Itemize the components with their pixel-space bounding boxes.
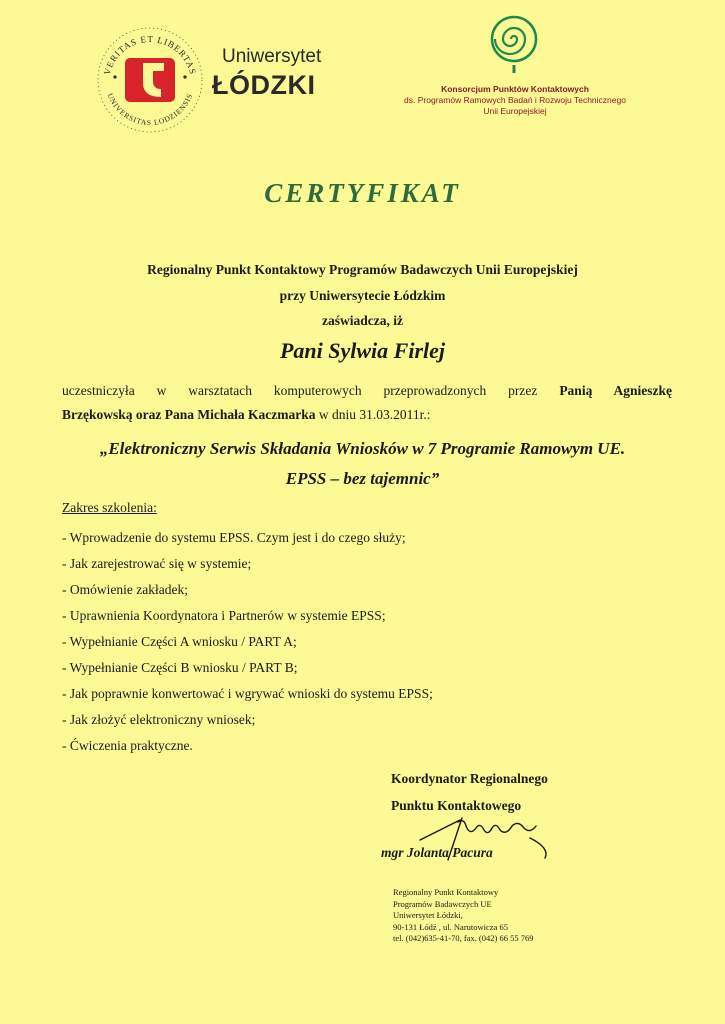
- svg-text:UNIVERSITAS LODZIENSIS: UNIVERSITAS LODZIENSIS: [105, 91, 195, 128]
- scope-list: [62, 525, 433, 759]
- consortium-line1: Konsorcjum Punktów Kontaktowych: [441, 84, 589, 94]
- university-name-line2: ŁÓDZKI: [212, 70, 316, 100]
- stamp-line2: Programów Badawczych UE: [393, 898, 492, 909]
- participation-line2: [62, 407, 672, 423]
- scope-item: - Wypełnianie Części A wniosku / PART A;: [62, 634, 297, 649]
- consortium-spiral-logo: [490, 15, 538, 75]
- recipient-name: Pani Sylwia Firlej: [279, 338, 446, 363]
- office-stamp: [393, 887, 533, 945]
- consortium-name: [380, 84, 650, 117]
- trainer-name: Panią Agnieszkę: [559, 383, 672, 398]
- stamp-line1: Regionalny Punkt Kontaktowy: [393, 887, 499, 897]
- university-seal-logo: [95, 25, 205, 135]
- scope-label: Zakres szkolenia:: [62, 500, 157, 515]
- consortium-line2: ds. Programów Ramowych Badań i Rozwoju Technicznego: [404, 95, 626, 105]
- workshop-title-line2: EPSS – bez tajemnic”: [285, 469, 440, 488]
- coordinator-title-line1: Koordynator Regionalnego: [391, 771, 548, 786]
- scope-item: - Omówienie zakładek;: [62, 582, 188, 597]
- scope-item: - Jak zarejestrować się w systemie;: [62, 556, 252, 571]
- participation-text: uczestniczyła w warsztatach komputerowych przeprowadzonych przez: [62, 383, 560, 398]
- participation-line1: [62, 383, 672, 399]
- issuer-line1: Regionalny Punkt Kontaktowy Programów Badawczych Unii Europejskiej: [147, 262, 578, 277]
- university-name-line1: Uniwersytet: [222, 46, 322, 67]
- scope-item: - Wprowadzenie do systemu EPSS. Czym jest i do czego służy;: [62, 530, 406, 545]
- issuer-line2: przy Uniwersytecie Łódzkim: [279, 288, 446, 303]
- stamp-line4: 90-131 Łódź , ul. Narutowicza 65: [393, 921, 508, 932]
- trainer-names: Brzękowską oraz Pana Michała Kaczmarka: [62, 407, 316, 422]
- issuer-line3: zaświadcza, iż: [322, 313, 403, 328]
- svg-text:VERITAS ET LIBERTAS: VERITAS ET LIBERTAS: [101, 33, 199, 76]
- scope-item: - Wypełnianie Części B wniosku / PART B;: [62, 660, 298, 675]
- stamp-line5: tel. (042)635-41-70, fax. (042) 66 55 769: [393, 933, 534, 943]
- coordinator-title-line2: Punktu Kontaktowego: [391, 798, 522, 813]
- workshop-date: w dniu 31.03.2011r.:: [315, 407, 431, 422]
- certificate-title: CERTYFIKAT: [264, 178, 461, 208]
- consortium-line3: Unii Europejskiej: [483, 106, 547, 116]
- stamp-line3: Uniwersytet Łódzki,: [393, 910, 463, 920]
- scope-item: - Jak złożyć elektroniczny wniosek;: [62, 712, 256, 727]
- scope-item: - Ćwiczenia praktyczne.: [62, 738, 193, 753]
- coordinator-name: mgr Jolanta Pacura: [381, 845, 493, 860]
- workshop-title-line1: „Elektroniczny Serwis Składania Wniosków w 7 Programie Ramowym UE.: [99, 439, 626, 458]
- scope-item: - Uprawnienia Koordynatora i Partnerów w systemie EPSS;: [62, 608, 386, 623]
- scope-item: - Jak poprawnie konwertować i wgrywać wnioski do systemu EPSS;: [62, 686, 433, 701]
